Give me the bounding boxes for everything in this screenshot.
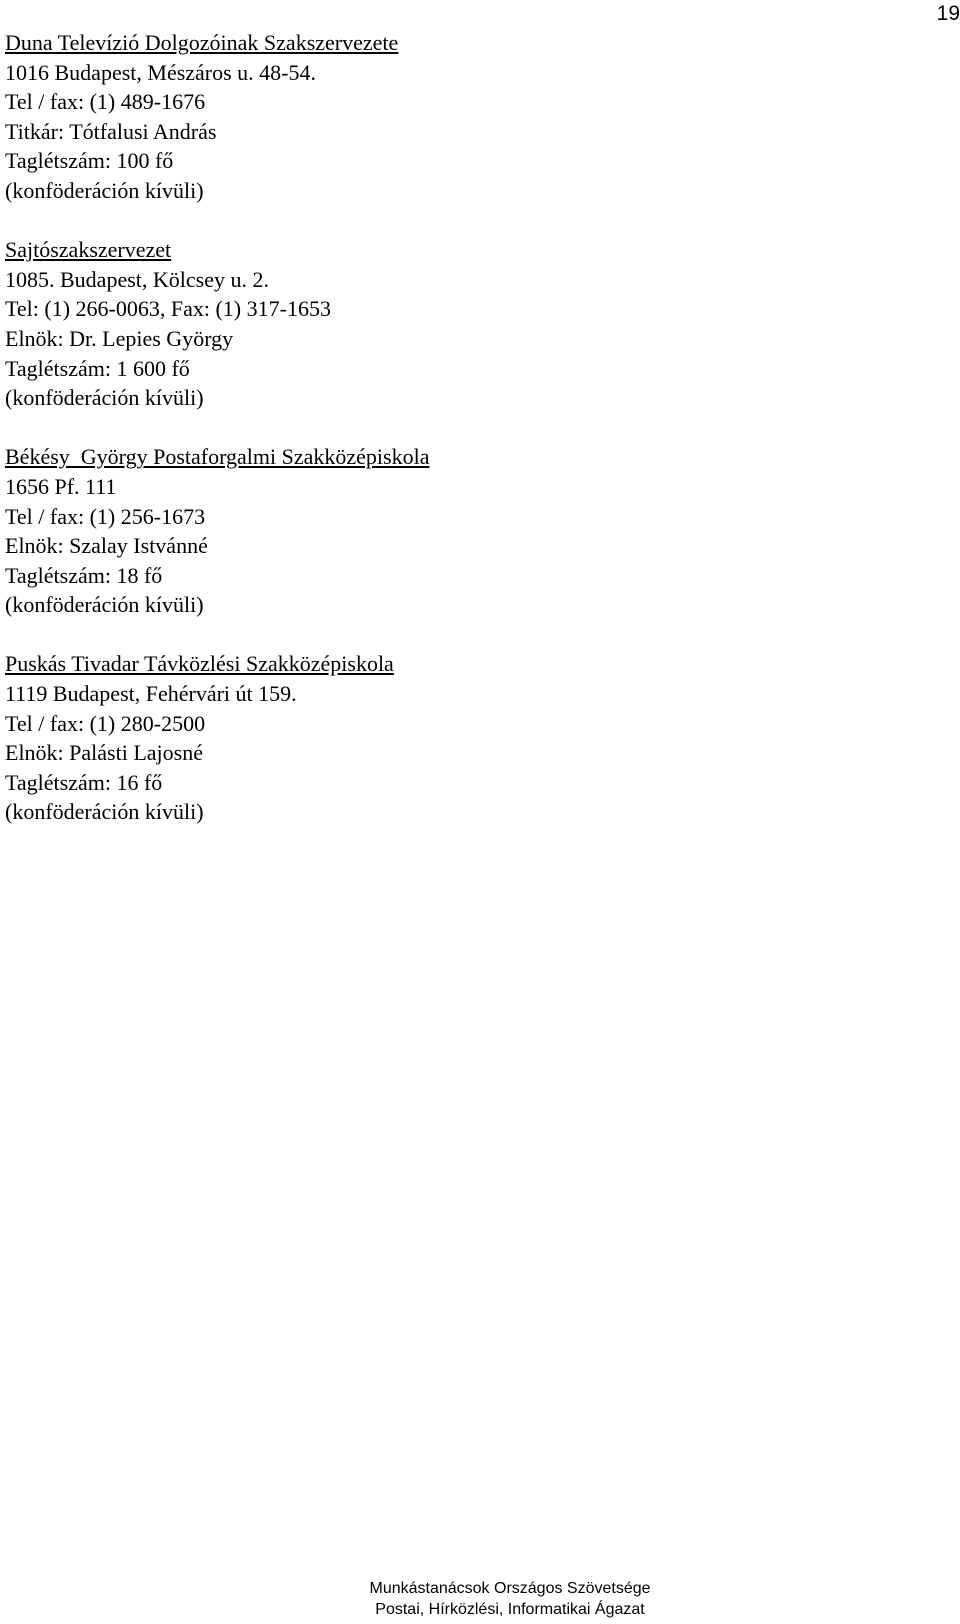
affiliation-note: (konföderáción kívüli): [5, 592, 204, 618]
membership-count: Taglétszám: 16 fő: [5, 769, 163, 795]
membership-count: Taglétszám: 1 600 fő: [5, 355, 190, 381]
organization-name: Sajtószakszervezet: [5, 237, 172, 263]
address: 1085. Budapest, Kölcsey u. 2.: [5, 266, 269, 292]
address: 1119 Budapest, Fehérvári út 159.: [5, 681, 297, 707]
organization-entry: [5, 649, 905, 827]
organization-list: [5, 28, 905, 857]
organization-entry: [5, 442, 905, 620]
organization-name: Puskás Tivadar Távközlési Szakközépiskola: [5, 651, 394, 677]
page-number: 19: [936, 2, 960, 25]
page-footer: [0, 1578, 960, 1620]
officer: Elnök: Szalay Istvánné: [5, 533, 208, 559]
organization-entry: [5, 235, 905, 413]
organization-name: Békésy György Postaforgalmi Szakközépiskola: [5, 444, 430, 470]
organization-entry: [5, 28, 905, 206]
address: 1016 Budapest, Mészáros u. 48-54.: [5, 59, 317, 85]
affiliation-note: (konföderáción kívüli): [5, 177, 204, 203]
footer-line: Postai, Hírközlési, Informatikai Ágazat: [375, 1601, 645, 1618]
organization-name: Duna Televízió Dolgozóinak Szakszervezete: [5, 30, 399, 55]
phone-fax: Tel / fax: (1) 489-1676: [5, 89, 206, 115]
phone-fax: Tel: (1) 266-0063, Fax: (1) 317-1653: [5, 296, 331, 322]
officer: Elnök: Palásti Lajosné: [5, 740, 203, 766]
phone-fax: Tel / fax: (1) 280-2500: [5, 710, 206, 736]
affiliation-note: (konföderáción kívüli): [5, 799, 204, 825]
footer-line: Munkástanácsok Országos Szövetsége: [369, 1580, 651, 1597]
address: 1656 Pf. 111: [5, 473, 117, 499]
phone-fax: Tel / fax: (1) 256-1673: [5, 503, 206, 529]
officer: Elnök: Dr. Lepies György: [5, 325, 234, 351]
affiliation-note: (konföderáción kívüli): [5, 385, 204, 411]
membership-count: Taglétszám: 18 fő: [5, 562, 163, 588]
membership-count: Taglétszám: 100 fő: [5, 148, 174, 174]
officer: Titkár: Tótfalusi András: [5, 118, 217, 144]
